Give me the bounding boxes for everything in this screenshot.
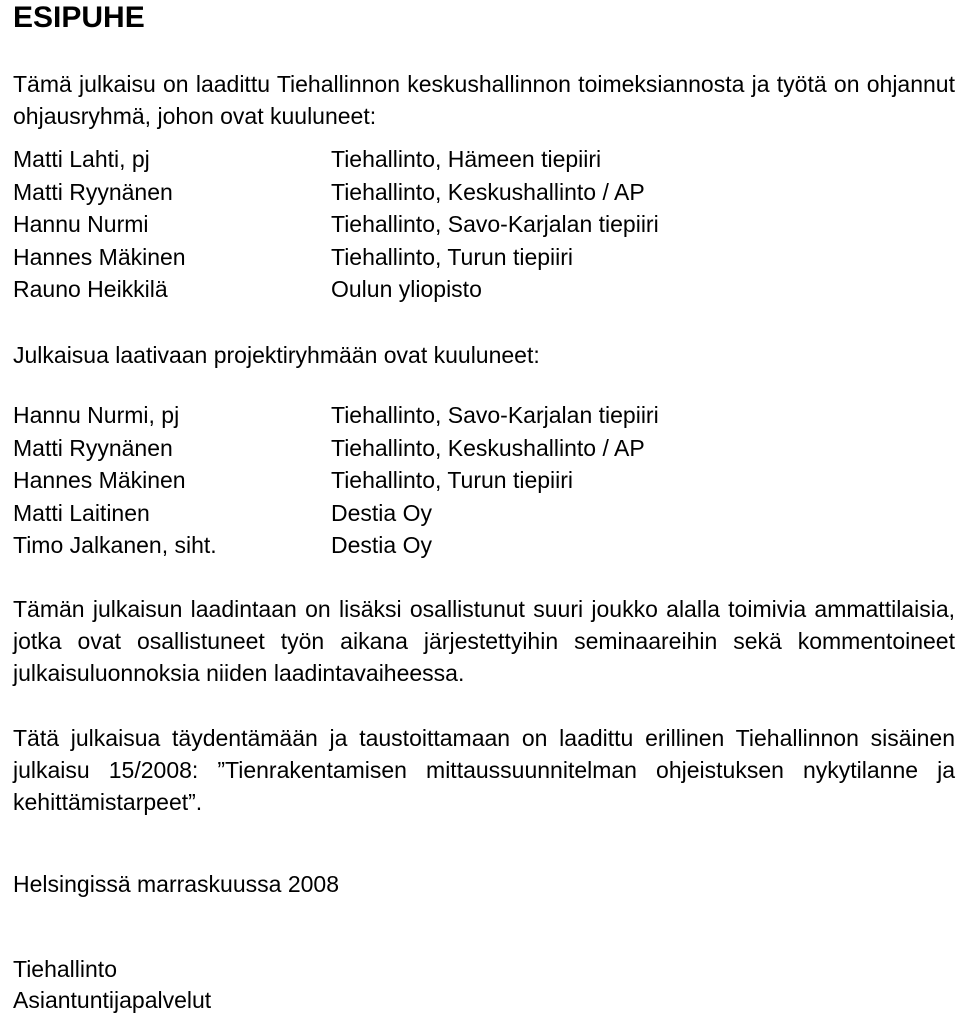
member-organization: Tiehallinto, Savo-Karjalan tiepiiri bbox=[331, 211, 659, 237]
steering-group-row bbox=[13, 241, 955, 274]
member-name: Rauno Heikkilä bbox=[13, 276, 168, 302]
member-organization: Tiehallinto, Keskushallinto / AP bbox=[331, 434, 645, 461]
member-organization: Tiehallinto, Turun tiepiiri bbox=[331, 243, 574, 270]
member-name: Hannu Nurmi, pj bbox=[13, 402, 180, 428]
member-name: Matti Lahti, pj bbox=[13, 146, 150, 172]
member-name: Hannes Mäkinen bbox=[13, 467, 186, 493]
project-group-row bbox=[13, 464, 955, 497]
place-and-date: Helsingissä marraskuussa 2008 bbox=[13, 871, 339, 897]
member-organization: Tiehallinto, Keskushallinto / AP bbox=[331, 178, 645, 205]
member-name: Hannu Nurmi bbox=[13, 211, 149, 237]
steering-group-row bbox=[13, 143, 955, 176]
member-name: Matti Laitinen bbox=[13, 499, 150, 526]
signature-organization: Tiehallinto bbox=[13, 956, 117, 982]
member-name: Hannes Mäkinen bbox=[13, 243, 186, 270]
member-organization: Destia Oy bbox=[331, 499, 432, 526]
steering-group-list bbox=[13, 143, 955, 306]
member-organization: Tiehallinto, Savo-Karjalan tiepiiri bbox=[331, 402, 659, 428]
supplement-paragraph: Tätä julkaisua täydentämään ja taustoittamaan on laadittu erillinen Tiehallinnon sisäinen julkaisu 15/2008: ”Tienrakentamisen mittaussuunnitelman ohjeistuksen nykytilanne ja kehittämistarpeet”. bbox=[13, 725, 955, 815]
project-group-row bbox=[13, 399, 955, 432]
project-group-intro: Julkaisua laativaan projektiryhmään ovat kuuluneet: bbox=[13, 342, 540, 368]
member-organization: Tiehallinto, Hämeen tiepiiri bbox=[331, 146, 602, 172]
project-group-row bbox=[13, 432, 955, 465]
steering-group-row bbox=[13, 208, 955, 241]
page-title: ESIPUHE bbox=[13, 1, 145, 34]
project-group-row bbox=[13, 497, 955, 530]
intro-paragraph: Tämä julkaisu on laadittu Tiehallinnon keskushallinnon toimeksiannosta ja työtä on ohjannut ohjausryhmä, johon ovat kuuluneet: bbox=[13, 71, 955, 129]
signature-unit: Asiantuntijapalvelut bbox=[13, 987, 212, 1013]
project-group-list bbox=[13, 399, 955, 562]
member-organization: Destia Oy bbox=[331, 532, 432, 558]
member-name: Timo Jalkanen, siht. bbox=[13, 532, 217, 558]
member-name: Matti Ryynänen bbox=[13, 434, 173, 461]
member-organization: Oulun yliopisto bbox=[331, 276, 482, 302]
participants-paragraph: Tämän julkaisun laadintaan on lisäksi osallistunut suuri joukko alalla toimivia ammattilaisia, jotka ovat osallistuneet työn aikana järjestettyihin seminaareihin sekä kommentoineet julkaisuluonnoksia niiden laadintavaiheessa. bbox=[13, 596, 955, 686]
member-name: Matti Ryynänen bbox=[13, 178, 173, 205]
project-group-row bbox=[13, 529, 955, 562]
steering-group-row bbox=[13, 273, 955, 306]
member-organization: Tiehallinto, Turun tiepiiri bbox=[331, 467, 574, 493]
steering-group-row bbox=[13, 176, 955, 209]
